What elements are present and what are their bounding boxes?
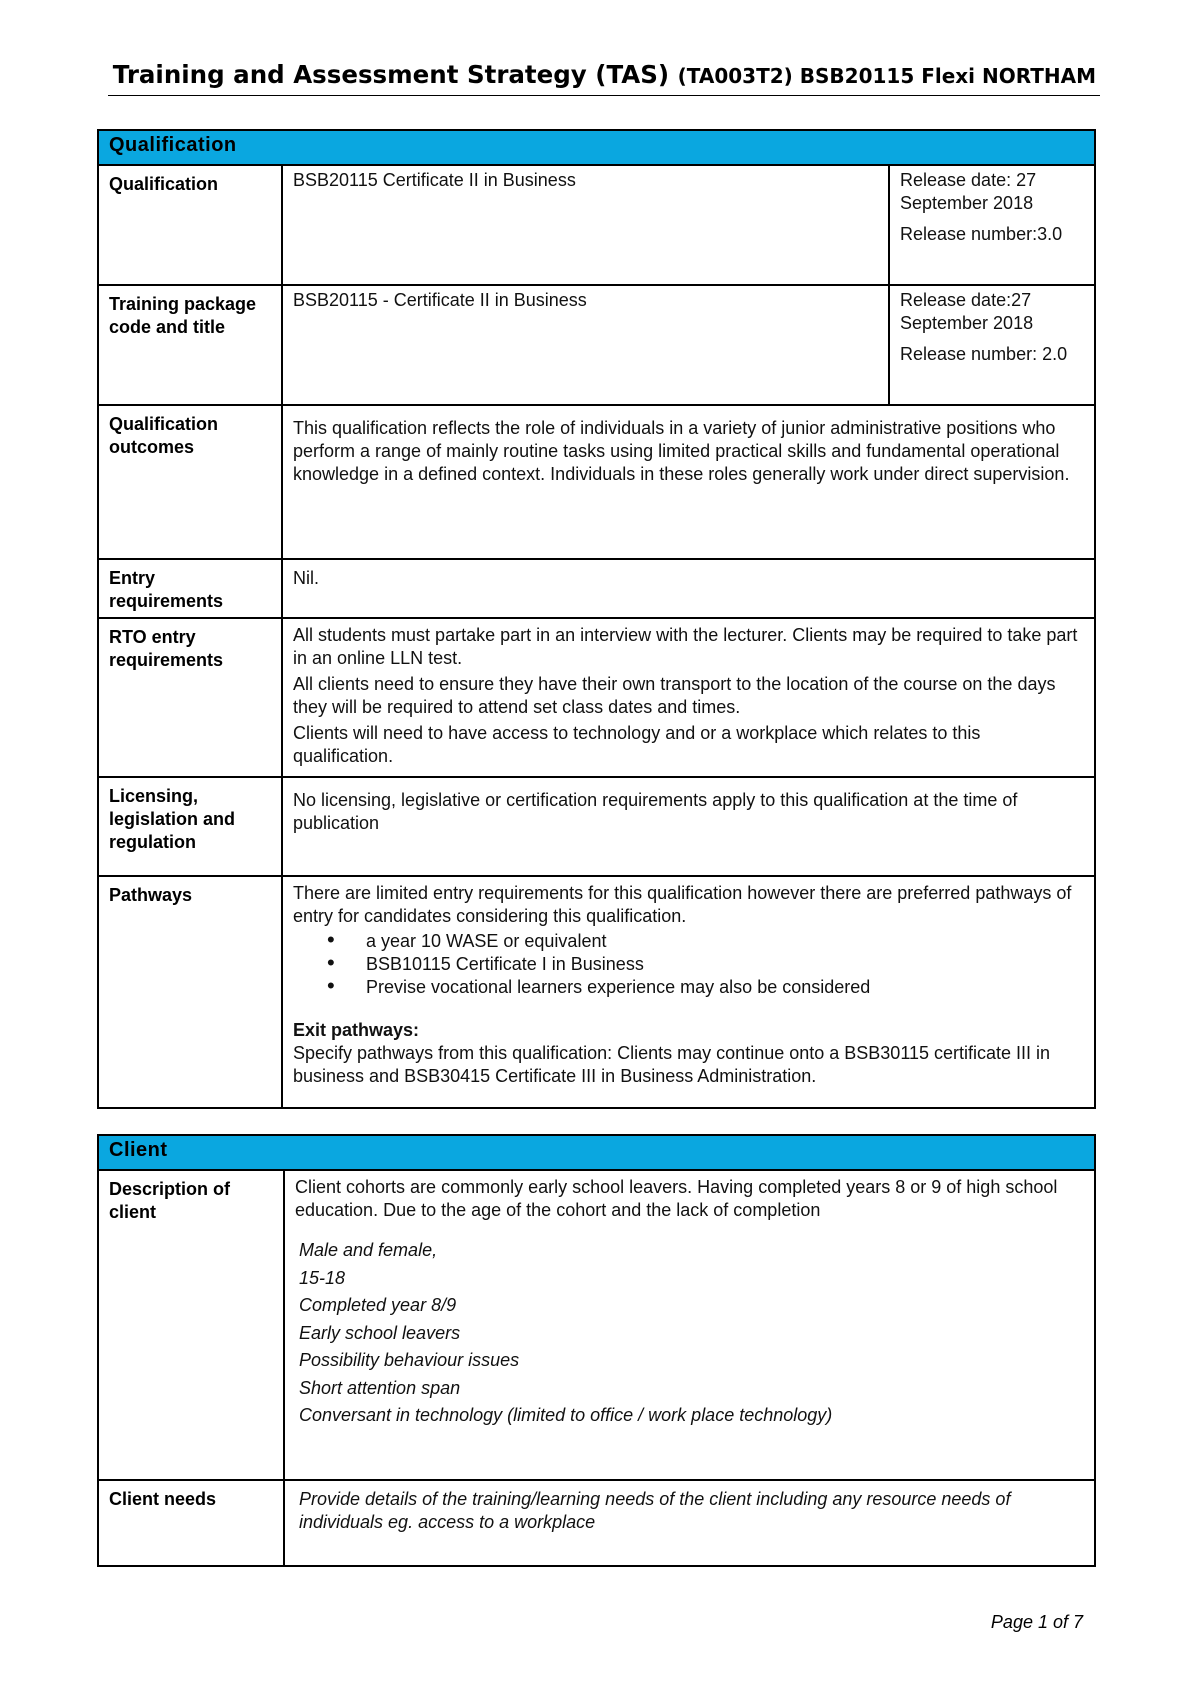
client-needs-value: Provide details of the training/learning needs of the client including any resource needs of individuals eg. access to a workplace [284,1480,1095,1566]
row-label: Entry requirements [98,559,282,618]
document-title [113,60,1096,89]
list-item: • BSB10115 Certificate I in Business [293,953,1084,976]
licensing-value: No licensing, legislative or certification requirements apply to this qualification at the time of publication [282,777,1095,876]
description-list [295,1237,1084,1430]
row-label: RTO entry requirements [98,618,282,777]
page-header [108,60,1100,96]
row-label: Licensing, legislation and regulation [98,777,282,876]
release-date: Release date:27 September 2018 [900,290,1034,333]
list-item: Short attention span [299,1377,461,1398]
pathways-intro: There are limited entry requirements for this qualification however there are preferred pathways of entry for candidates considering this qualification. [293,883,1072,926]
row-label: Training package code and title [98,285,282,405]
release-date: Release date: 27 September 2018 [900,170,1037,213]
training-package-row [98,285,1095,405]
qualification-release [889,165,1095,285]
licensing-row [98,777,1095,876]
list-item: Male and female, [299,1240,438,1260]
entry-value: Nil. [282,559,1095,618]
pathways-list [293,930,1084,999]
rto-paragraph: Clients will need to have access to technology and or a workplace which relates to this qualification. [293,723,981,766]
pathways-row [98,876,1095,1108]
list-item: 15-18 [299,1267,346,1288]
document-title-code: (TA003T2) BSB20115 Flexi NORTHAM [677,64,1096,88]
client-section-header [98,1135,1095,1170]
section-title: Client [98,1135,1095,1170]
list-item: • Previse vocational learners experience may also be considered [293,976,1084,999]
exit-pathways-value: Specify pathways from this qualification: Clients may continue onto a BSB30115 certificate III in business and BSB30415 Certificate III in Business Administration. [293,1043,1051,1086]
list-item: • a year 10 WASE or equivalent [293,930,1084,953]
client-needs-row [98,1480,1095,1566]
qualification-row [98,165,1095,285]
client-description-row [98,1170,1095,1480]
page-number: Page 1 of 7 [990,1612,1083,1632]
rto-value [282,618,1095,777]
outcomes-value: This qualification reflects the role of individuals in a variety of junior administrative positions who perform a range of mainly routine tasks using limited practical skills and fundamental operational knowledge in a defined context. Individuals in these roles generally work under direct supervision. [282,405,1095,559]
client-description-value [284,1170,1095,1480]
qualification-table [97,129,1096,1109]
row-label: Pathways [98,876,282,1108]
qualification-section-header [98,130,1095,165]
package-value: BSB20115 - Certificate II in Business [282,285,889,405]
entry-requirements-row [98,559,1095,618]
release-number: Release number: 2.0 [900,344,1068,364]
row-label: Qualification outcomes [98,405,282,559]
section-title: Qualification [98,130,1095,165]
rto-entry-row [98,618,1095,777]
exit-pathways-title: Exit pathways: [293,1020,420,1040]
pathways-value [282,876,1095,1108]
list-item: Completed year 8/9 [299,1295,457,1315]
release-number: Release number:3.0 [900,224,1063,244]
row-label: Description of client [98,1170,284,1480]
rto-paragraph: All students must partake part in an interview with the lecturer. Clients may be required to take part in an online LLN test. [293,625,1078,668]
list-item: Early school leavers [299,1322,461,1343]
document-title-main: Training and Assessment Strategy (TAS) [112,60,678,89]
list-item: Possibility behaviour issues [299,1350,520,1370]
row-label: Client needs [98,1480,284,1566]
rto-paragraph: All clients need to ensure they have their own transport to the location of the course on the days they will be required to attend set class dates and times. [293,674,1056,717]
list-item: Conversant in technology (limited to office / work place technology) [299,1405,833,1425]
client-table [97,1134,1096,1567]
row-label: Qualification [98,165,282,285]
qualification-value: BSB20115 Certificate II in Business [282,165,889,285]
package-release [889,285,1095,405]
description-text: Client cohorts are commonly early school leavers. Having completed years 8 or 9 of high school education. Due to the age of the cohort and the lack of completion [295,1177,1058,1220]
outcomes-row [98,405,1095,559]
